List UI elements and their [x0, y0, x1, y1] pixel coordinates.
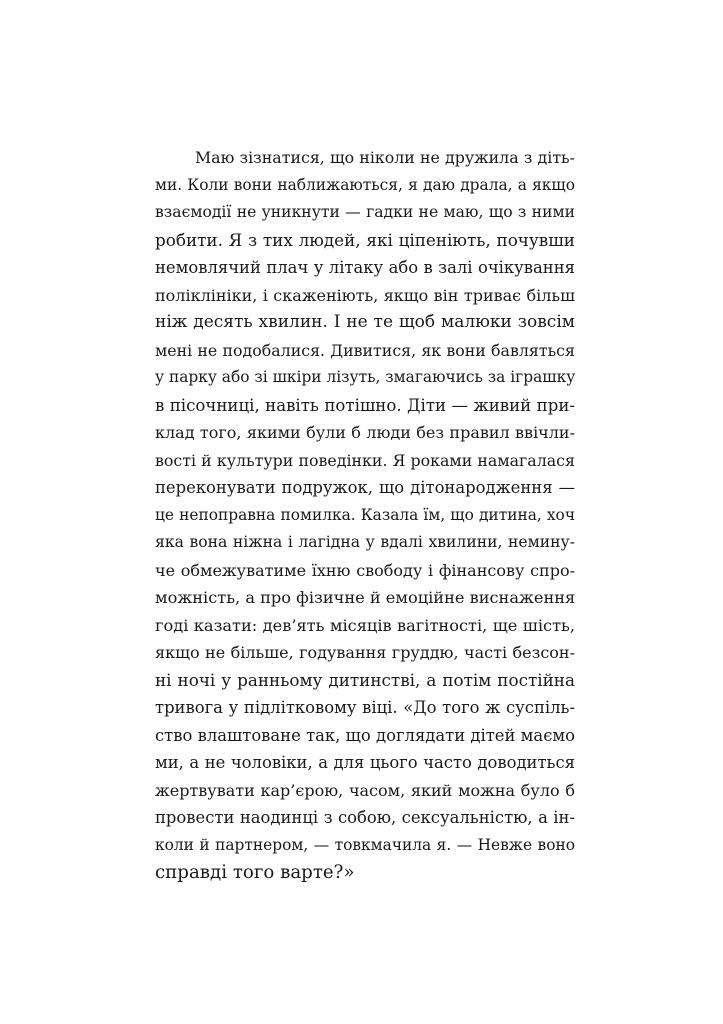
text-line: вості й культури поведінки. Я роками намагалася	[155, 450, 575, 470]
text-line: справді того варте?»	[155, 862, 355, 883]
text-line: поліклініки, і скаженіють, якщо він триває більш	[155, 285, 575, 305]
text-line: в пісочниці, навіть потішно. Діти — живий при-	[155, 395, 575, 415]
text-line: Маю зізнатися, що ніколи не дружила з діть-	[195, 148, 575, 167]
text-line: мені не подобалися. Дивитися, як вони бавляться	[155, 340, 575, 360]
text-line: годі казати: дев’ять місяців вагітності, ще шість,	[155, 615, 575, 635]
text-line: переконувати подружок, що дітонародження —	[155, 478, 575, 497]
text-line: це непоправна помилка. Казала їм, що дитина, хоч	[155, 505, 575, 524]
text-line: ми. Коли вони наближаються, я даю драла, а якщо	[155, 175, 575, 194]
text-line: можність, а про фізичне й емоційне виснаження	[155, 588, 576, 607]
text-line: у парку або зі шкіри лізуть, змагаючись за іграшку	[155, 368, 576, 386]
text-line: ніж десять хвилин. І не те щоб малюки зовсім	[155, 312, 575, 332]
text-line: взаємодії не уникнути — гадки не маю, що з ними	[155, 203, 575, 221]
text-line: жертвувати кар’єрою, часом, який можна було б	[155, 780, 575, 800]
body-paragraph	[155, 144, 575, 887]
text-line: якщо не більше, годування груддю, часті безсон-	[155, 643, 575, 662]
text-line: яка вона ніжна і лагідна у вдалі хвилини, немину-	[155, 533, 575, 551]
text-line: ми, а не чоловіки, а для цього часто доводиться	[155, 753, 575, 772]
text-line: коли й партнером, — товкмачила я. — Невже воно	[155, 835, 575, 854]
text-line: робити. Я з тих людей, які ціпеніють, почувши	[155, 229, 575, 250]
text-line: че обмежуватиме їхню свободу і фінансову спро-	[155, 560, 575, 580]
text-line: тривога у підлітковому віці. «До того ж суспіль-	[155, 698, 575, 717]
text-line: немовлячий плач у літаку або в залі очікування	[155, 258, 575, 277]
text-line: клад того, якими були б люди без правил ввічли-	[155, 423, 575, 442]
text-line: провести наодинці з собою, сексуальністю, а ін-	[155, 808, 575, 827]
text-line: ні ночі у ранньому дитинстві, а потім постійна	[155, 669, 575, 690]
text-line: ство влаштоване так, що доглядати дітей маємо	[155, 725, 575, 745]
